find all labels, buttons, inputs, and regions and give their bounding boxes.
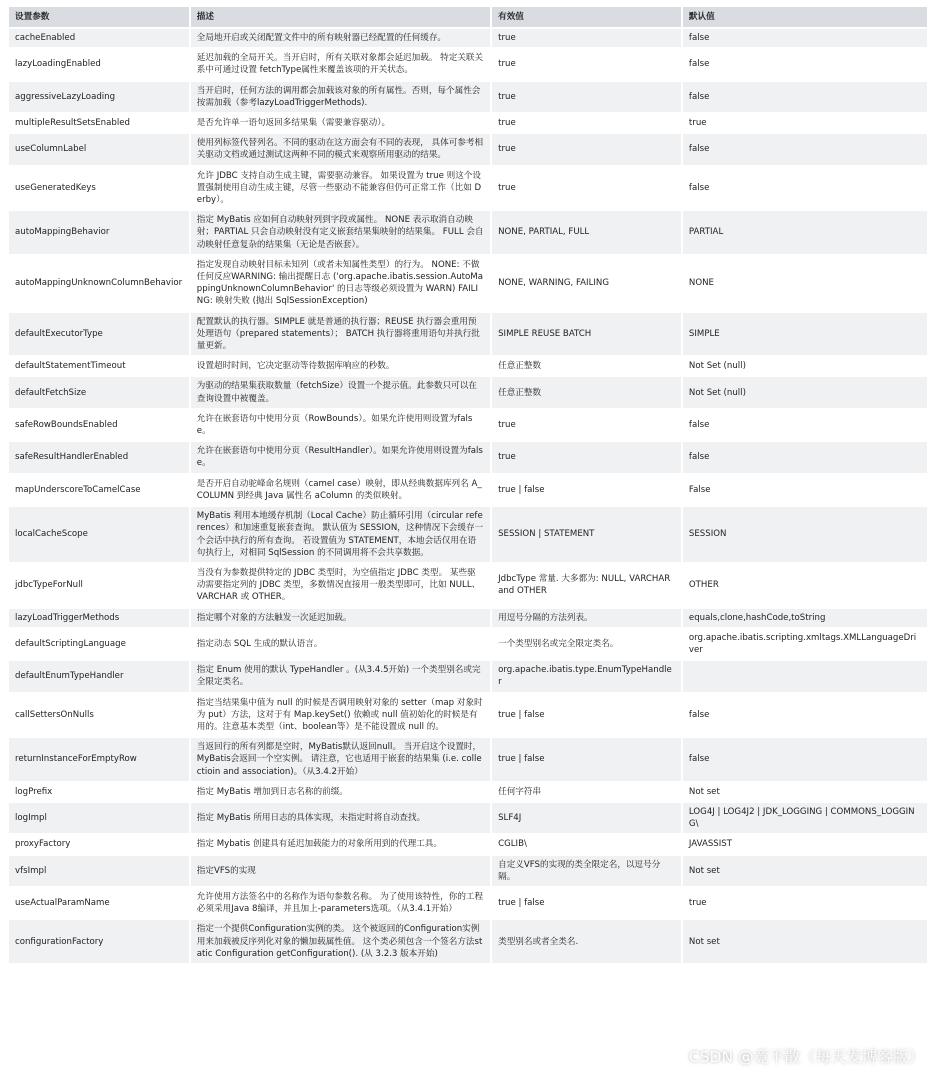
table-row: [9, 442, 927, 472]
valid-values-cell: true: [492, 29, 681, 47]
table-row: [9, 256, 927, 311]
default-value-cell: SESSION: [683, 507, 927, 562]
setting-name-cell: defaultExecutorType: [9, 313, 189, 356]
default-value-cell: false: [683, 410, 927, 440]
valid-values-cell: 类型别名或者全类名.: [492, 920, 681, 963]
valid-values-cell: true: [492, 410, 681, 440]
table-row: [9, 377, 927, 407]
table-row: [9, 803, 927, 833]
setting-name-cell: useColumnLabel: [9, 134, 189, 164]
table-row: [9, 783, 927, 801]
setting-name-cell: defaultScriptingLanguage: [9, 629, 189, 659]
setting-name-cell: configurationFactory: [9, 920, 189, 963]
default-value-cell: false: [683, 694, 927, 737]
description-cell: 指定 MyBatis 应如何自动映射列到字段或属性。 NONE 表示取消自动映射；PARTIAL 只会自动映射没有定义嵌套结果集映射的结果集。 FULL 会自动映射任意复杂的结果集（无论是否嵌套）。: [191, 211, 490, 254]
setting-name-cell: defaultEnumTypeHandler: [9, 661, 189, 691]
default-value-cell: Not Set (null): [683, 377, 927, 407]
default-value-cell: true: [683, 114, 927, 132]
description-cell: 指定一个提供Configuration实例的类。 这个被返回的Configuration实例用来加载被反序列化对象的懒加载属性值。 这个类必须包含一个签名方法static Configuration getConfiguration(). (从 3.2.3 版本开始): [191, 920, 490, 963]
valid-values-cell: true | false: [492, 475, 681, 505]
description-cell: 是否允许单一语句返回多结果集（需要兼容驱动）。: [191, 114, 490, 132]
description-cell: 是否开启自动驼峰命名规则（camel case）映射，即从经典数据库列名 A_COLUMN 到经典 Java 属性名 aColumn 的类似映射。: [191, 475, 490, 505]
valid-values-cell: SLF4J: [492, 803, 681, 833]
table-row: [9, 211, 927, 254]
valid-values-cell: 用逗号分隔的方法列表。: [492, 609, 681, 627]
default-value-cell: OTHER: [683, 564, 927, 607]
description-cell: 指定哪个对象的方法触发一次延迟加载。: [191, 609, 490, 627]
default-value-cell: equals,clone,hashCode,toString: [683, 609, 927, 627]
description-cell: 当开启时，任何方法的调用都会加载该对象的所有属性。否则，每个属性会按需加载（参考lazyLoadTriggerMethods).: [191, 82, 490, 112]
setting-name-cell: returnInstanceForEmptyRow: [9, 738, 189, 781]
table-row: [9, 694, 927, 737]
table-row: [9, 167, 927, 210]
setting-name-cell: multipleResultSetsEnabled: [9, 114, 189, 132]
table-row: [9, 357, 927, 375]
default-value-cell: false: [683, 167, 927, 210]
description-cell: 指定 Enum 使用的默认 TypeHandler 。(从3.4.5开始) 一个类型别名或完全限定类名。: [191, 661, 490, 691]
table-row: [9, 475, 927, 505]
valid-values-cell: org.apache.ibatis.type.EnumTypeHandler: [492, 661, 681, 691]
setting-name-cell: lazyLoadTriggerMethods: [9, 609, 189, 627]
valid-values-cell: true: [492, 82, 681, 112]
header-setting: 设置参数: [9, 7, 189, 27]
description-cell: 使用列标签代替列名。不同的驱动在这方面会有不同的表现， 具体可参考相关驱动文档或通过测试这两种不同的模式来观察所用驱动的结果。: [191, 134, 490, 164]
default-value-cell: PARTIAL: [683, 211, 927, 254]
table-row: [9, 609, 927, 627]
description-cell: 全局地开启或关闭配置文件中的所有映射器已经配置的任何缓存。: [191, 29, 490, 47]
default-value-cell: JAVASSIST: [683, 835, 927, 853]
description-cell: 为驱动的结果集获取数量（fetchSize）设置一个提示值。此参数只可以在查询设置中被覆盖。: [191, 377, 490, 407]
default-value-cell: NONE: [683, 256, 927, 311]
setting-name-cell: lazyLoadingEnabled: [9, 49, 189, 79]
setting-name-cell: defaultFetchSize: [9, 377, 189, 407]
valid-values-cell: 任意正整数: [492, 357, 681, 375]
table-row: [9, 738, 927, 781]
description-cell: 当返回行的所有列都是空时，MyBatis默认返回null。 当开启这个设置时，MyBatis会返回一个空实例。 请注意，它也适用于嵌套的结果集 (i.e. collectioin and association)。（从3.4.2开始）: [191, 738, 490, 781]
default-value-cell: Not set: [683, 920, 927, 963]
setting-name-cell: mapUnderscoreToCamelCase: [9, 475, 189, 505]
valid-values-cell: true | false: [492, 738, 681, 781]
default-value-cell: false: [683, 29, 927, 47]
table-row: [9, 564, 927, 607]
header-description: 描述: [191, 7, 490, 27]
description-cell: 指定 MyBatis 增加到日志名称的前缀。: [191, 783, 490, 801]
settings-table: [7, 5, 929, 965]
setting-name-cell: logPrefix: [9, 783, 189, 801]
setting-name-cell: cacheEnabled: [9, 29, 189, 47]
valid-values-cell: NONE, WARNING, FAILING: [492, 256, 681, 311]
valid-values-cell: NONE, PARTIAL, FULL: [492, 211, 681, 254]
table-row: [9, 114, 927, 132]
valid-values-cell: 任何字符串: [492, 783, 681, 801]
valid-values-cell: SESSION | STATEMENT: [492, 507, 681, 562]
default-value-cell: false: [683, 134, 927, 164]
valid-values-cell: SIMPLE REUSE BATCH: [492, 313, 681, 356]
setting-name-cell: autoMappingUnknownColumnBehavior: [9, 256, 189, 311]
valid-values-cell: true | false: [492, 694, 681, 737]
valid-values-cell: 任意正整数: [492, 377, 681, 407]
valid-values-cell: true: [492, 114, 681, 132]
setting-name-cell: jdbcTypeForNull: [9, 564, 189, 607]
default-value-cell: false: [683, 49, 927, 79]
valid-values-cell: 自定义VFS的实现的类全限定名，以逗号分隔。: [492, 856, 681, 886]
setting-name-cell: safeResultHandlerEnabled: [9, 442, 189, 472]
table-row: [9, 507, 927, 562]
table-header-row: [9, 7, 927, 27]
default-value-cell: false: [683, 82, 927, 112]
default-value-cell: LOG4J | LOG4J2 | JDK_LOGGING | COMMONS_LOGGING\: [683, 803, 927, 833]
default-value-cell: org.apache.ibatis.scripting.xmltags.XMLLanguageDriver: [683, 629, 927, 659]
description-cell: 当没有为参数提供特定的 JDBC 类型时，为空值指定 JDBC 类型。 某些驱动需要指定列的 JDBC 类型，多数情况直接用一般类型即可，比如 NULL、VARCHAR 或 OTHER。: [191, 564, 490, 607]
valid-values-cell: CGLIB\: [492, 835, 681, 853]
table-row: [9, 629, 927, 659]
setting-name-cell: vfsImpl: [9, 856, 189, 886]
default-value-cell: [683, 661, 927, 691]
description-cell: 允许使用方法签名中的名称作为语句参数名称。 为了使用该特性，你的工程必须采用Java 8编译，并且加上-parameters选项。（从3.4.1开始）: [191, 888, 490, 918]
default-value-cell: true: [683, 888, 927, 918]
description-cell: 允许在嵌套语句中使用分页（ResultHandler）。如果允许使用则设置为false。: [191, 442, 490, 472]
setting-name-cell: proxyFactory: [9, 835, 189, 853]
description-cell: 延迟加载的全局开关。当开启时，所有关联对象都会延迟加载。 特定关联关系中可通过设置 fetchType属性来覆盖该项的开关状态。: [191, 49, 490, 79]
table-row: [9, 134, 927, 164]
default-value-cell: Not Set (null): [683, 357, 927, 375]
valid-values-cell: true: [492, 442, 681, 472]
default-value-cell: false: [683, 442, 927, 472]
description-cell: 指定动态 SQL 生成的默认语言。: [191, 629, 490, 659]
table-row: [9, 49, 927, 79]
setting-name-cell: autoMappingBehavior: [9, 211, 189, 254]
setting-name-cell: callSettersOnNulls: [9, 694, 189, 737]
table-row: [9, 661, 927, 691]
default-value-cell: SIMPLE: [683, 313, 927, 356]
valid-values-cell: 一个类型别名或完全限定类名。: [492, 629, 681, 659]
table-row: [9, 888, 927, 918]
setting-name-cell: logImpl: [9, 803, 189, 833]
setting-name-cell: safeRowBoundsEnabled: [9, 410, 189, 440]
valid-values-cell: true: [492, 49, 681, 79]
setting-name-cell: localCacheScope: [9, 507, 189, 562]
table-row: [9, 920, 927, 963]
description-cell: 指定当结果集中值为 null 的时候是否调用映射对象的 setter（map 对象时为 put）方法，这对于有 Map.keySet() 依赖或 null 值初始化的时候是有用的。注意基本类型（int、boolean等）是不能设置成 null 的。: [191, 694, 490, 737]
description-cell: 指定 MyBatis 所用日志的具体实现，未指定时将自动查找。: [191, 803, 490, 833]
table-row: [9, 856, 927, 886]
table-row: [9, 835, 927, 853]
default-value-cell: Not set: [683, 856, 927, 886]
table-row: [9, 313, 927, 356]
description-cell: 指定发现自动映射目标未知列（或者未知属性类型）的行为。 NONE: 不做任何反应WARNING: 输出提醒日志 ('org.apache.ibatis.session.AutoMappingUnknownColumnBehavior' 的日志等级必须设置为 WARN) FAILING: 映射失败 (抛出 SqlSessionException): [191, 256, 490, 311]
default-value-cell: Not set: [683, 783, 927, 801]
valid-values-cell: true | false: [492, 888, 681, 918]
valid-values-cell: true: [492, 134, 681, 164]
description-cell: 指定 Mybatis 创建具有延迟加载能力的对象所用到的代理工具。: [191, 835, 490, 853]
description-cell: MyBatis 利用本地缓存机制（Local Cache）防止循环引用（circular references）和加速重复嵌套查询。 默认值为 SESSION，这种情况下会缓存一个会话中执行的所有查询。 若设置值为 STATEMENT，本地会话仅用在语句执行上，对相同 SqlSession 的不同调用将不会共享数据。: [191, 507, 490, 562]
setting-name-cell: aggressiveLazyLoading: [9, 82, 189, 112]
table-row: [9, 29, 927, 47]
default-value-cell: False: [683, 475, 927, 505]
description-cell: 允许在嵌套语句中使用分页（RowBounds）。如果允许使用则设置为false。: [191, 410, 490, 440]
table-row: [9, 410, 927, 440]
description-cell: 指定VFS的实现: [191, 856, 490, 886]
setting-name-cell: useGeneratedKeys: [9, 167, 189, 210]
header-valid-values: 有效值: [492, 7, 681, 27]
description-cell: 允许 JDBC 支持自动生成主键，需要驱动兼容。 如果设置为 true 则这个设置强制使用自动生成主键，尽管一些驱动不能兼容但仍可正常工作（比如 Derby）。: [191, 167, 490, 210]
setting-name-cell: defaultStatementTimeout: [9, 357, 189, 375]
default-value-cell: false: [683, 738, 927, 781]
header-default-value: 默认值: [683, 7, 927, 27]
table-row: [9, 82, 927, 112]
setting-name-cell: useActualParamName: [9, 888, 189, 918]
csdn-watermark: CSDN @竟不散（每天发博客版）: [688, 1048, 924, 1066]
description-cell: 配置默认的执行器。SIMPLE 就是普通的执行器；REUSE 执行器会重用预处理语句（prepared statements）； BATCH 执行器将重用语句并执行批量更新。: [191, 313, 490, 356]
valid-values-cell: true: [492, 167, 681, 210]
valid-values-cell: JdbcType 常量. 大多都为: NULL, VARCHAR and OTHER: [492, 564, 681, 607]
description-cell: 设置超时时间，它决定驱动等待数据库响应的秒数。: [191, 357, 490, 375]
